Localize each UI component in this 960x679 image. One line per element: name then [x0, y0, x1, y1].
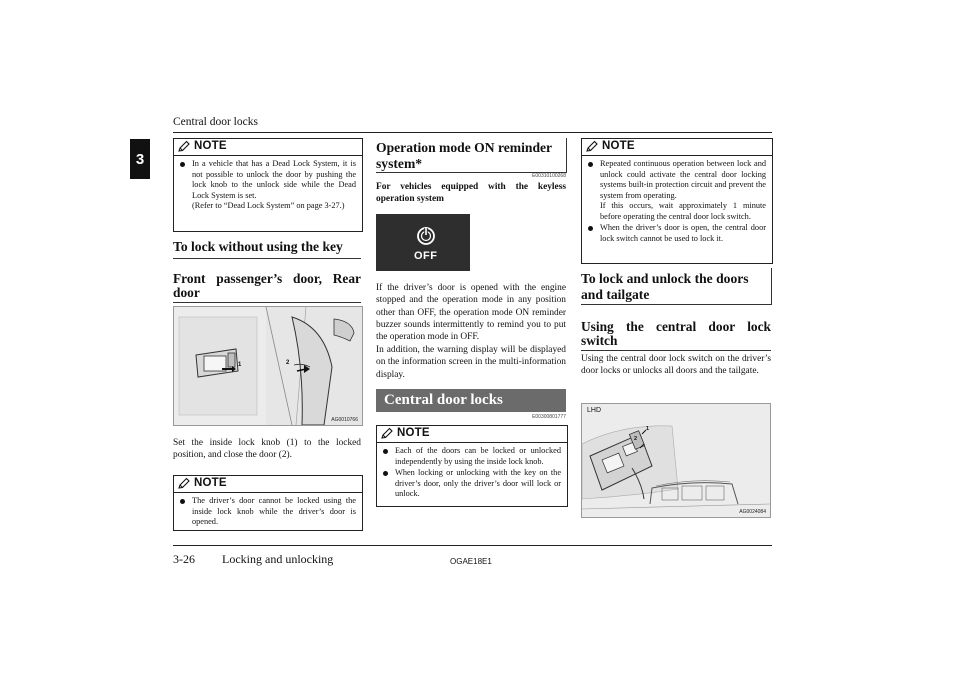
- note-text: Each of the doors can be locked or unlocked independently by using the inside lock knob.: [395, 446, 561, 466]
- reminder-description: If the driver’s door is opened with the engine stopped and the operation mode in any position other than OFF, the operation mode ON reminder buzzer sounds intermittently to remind you to put the operation mode in OFF.: [376, 283, 566, 343]
- note-label: NOTE: [194, 140, 227, 152]
- pencil-note-icon: [381, 427, 394, 440]
- warning-display-description: In addition, the warning display will be displayed on the information screen in the multi-information display.: [376, 345, 566, 380]
- section-title-bar: Central door locks: [376, 389, 566, 412]
- power-off-icon: [376, 214, 470, 271]
- section-code: E00310100268: [532, 173, 566, 179]
- note-box-central-locks: [376, 425, 568, 507]
- section-code: E00300801777: [532, 414, 566, 420]
- note-label: NOTE: [397, 427, 430, 439]
- figure-code: AG0024084: [739, 509, 766, 515]
- central-switch-description: Using the central door lock switch on the driver’s door locks or unlocks all doors and the tailgate.: [581, 354, 771, 377]
- pencil-note-icon: [178, 140, 191, 153]
- callout-2: 2: [634, 436, 638, 442]
- note-header: [174, 139, 362, 156]
- heading-front-passenger: Front passenger’s door, Rear door: [173, 272, 361, 303]
- heading-central-switch: Using the central door lock switch: [581, 320, 771, 351]
- callout-2: 2: [286, 360, 290, 366]
- bullet-icon: [588, 162, 593, 167]
- note-text: When locking or unlocking with the key on the driver’s door, only the driver’s door will lock or unlock.: [395, 468, 561, 498]
- heading-lock-unlock-doors: To lock and unlock the doors and tailgate: [581, 271, 749, 302]
- callout-1: 1: [646, 426, 650, 432]
- note-header: [377, 426, 567, 443]
- door-lock-knob-photo: [173, 306, 363, 426]
- bullet-icon: [180, 499, 185, 504]
- page-number: 3-26: [173, 552, 195, 566]
- bullet-icon: [383, 471, 388, 476]
- bullet-icon: [588, 226, 593, 231]
- door-lock-knob-illustration: [174, 307, 362, 425]
- note-text: Repeated continuous operation between lock and unlock could activate the central door locking systems built-in protection circuit and prevent the system from operating. If this occurs, wait approximately 1 minute before operating the central door lock switch.: [600, 159, 766, 221]
- note-item: [180, 159, 356, 212]
- running-header: Central door locks: [173, 116, 258, 128]
- note-box-driver-door: [173, 475, 363, 531]
- off-text: OFF: [414, 250, 438, 262]
- central-switch-illustration: [582, 404, 770, 517]
- note-header: [174, 476, 362, 493]
- central-switch-photo: [581, 403, 771, 518]
- bullet-icon: [180, 162, 185, 167]
- heading-reminder: Operation mode ON reminder system*: [376, 140, 552, 171]
- note-item: [383, 468, 561, 500]
- note-box-protection-circuit: [581, 138, 773, 264]
- note-item: [588, 159, 766, 222]
- note-item: [588, 223, 766, 244]
- bullet-icon: [383, 449, 388, 454]
- off-button-image: [376, 214, 470, 271]
- note-item: [383, 446, 561, 467]
- note-item: [180, 496, 356, 528]
- pencil-note-icon: [586, 140, 599, 153]
- figure-code: AG0010766: [331, 417, 358, 423]
- pencil-note-icon: [178, 477, 191, 490]
- footer-rule: [173, 545, 772, 546]
- callout-1: 1: [238, 362, 242, 368]
- lhd-label: LHD: [587, 407, 602, 414]
- note-text: When the driver’s door is open, the central door lock switch cannot be used to lock it.: [600, 223, 766, 243]
- heading-lock-without-key: To lock without using the key: [173, 239, 343, 254]
- header-rule: [173, 132, 772, 133]
- keyless-intro: For vehicles equipped with the keyless operation system: [376, 182, 566, 205]
- note-box-dead-lock: [173, 138, 363, 232]
- note-text: In a vehicle that has a Dead Lock System, it is not possible to unlock the door by pushing the lock knob to the unlock side while the Dead Lock System is set. (Refer to “Dead Lock System” on page 3-27.): [192, 159, 356, 210]
- chapter-tab: 3: [130, 139, 150, 179]
- document-code: OGAE18E1: [450, 557, 492, 566]
- lock-knob-instruction: Set the inside lock knob (1) to the locked position, and close the door (2).: [173, 438, 361, 461]
- note-header: [582, 139, 772, 156]
- footer-section-title: Locking and unlocking: [222, 552, 334, 566]
- note-label: NOTE: [602, 140, 635, 152]
- note-text: The driver’s door cannot be locked using the inside lock knob while the driver’s door is opened.: [192, 496, 356, 526]
- note-label: NOTE: [194, 477, 227, 489]
